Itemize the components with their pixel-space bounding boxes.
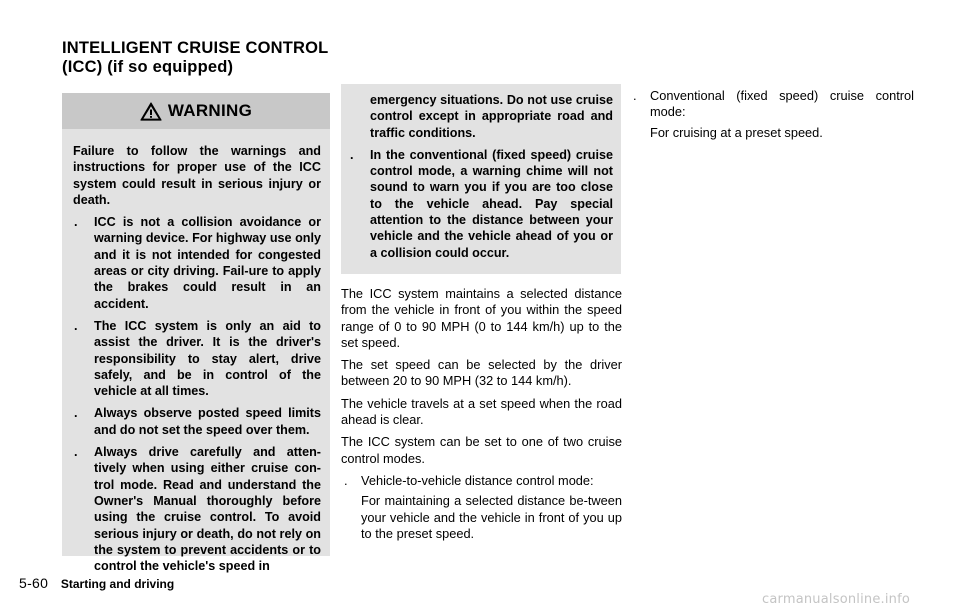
mode-list-item [630, 88, 914, 121]
body-column-3 [630, 88, 914, 147]
bullet-dot: . [633, 88, 637, 103]
warning-bullet-text: Always drive carefully and atten-tively when using either cruise con-trol mode. Read and understand the Owner's Manual thoroughly before using the cruise control. To avoid serious injury or death, do not rely on the system to prevent accidents or to control the vehicle's speed in [94, 445, 321, 574]
warning-bullet-text: Always observe posted speed limits and do not set the speed over them. [94, 406, 321, 437]
body-paragraph: The ICC system maintains a selected distance from the vehicle in front of you within the speed range of 0 to 90 MPH (0 to 144 km/h) up to the set speed. [341, 286, 622, 350]
warning-bullet [73, 405, 321, 438]
watermark: carmanualsonline.info [762, 592, 911, 607]
warning-text [73, 143, 321, 580]
warning-bullet-text: In the conventional (fixed speed) cruise control mode, a warning chime will not sound to warn you if you are too close to the vehicle ahead. Pay special attention to the distance between your vehicle and the vehicle ahead of you or a collision could occur. [370, 147, 613, 260]
bullet-dot: . [74, 445, 78, 460]
warning-continued: emergency situations. Do not use cruise control except in appropriate road and traffic conditions. [370, 93, 613, 140]
warning-bullet [73, 214, 321, 312]
warning-triangle-icon [140, 102, 162, 121]
body-paragraph: The vehicle travels at a set speed when the road ahead is clear. [341, 395, 622, 428]
body-paragraph: The ICC system can be set to one of two cruise control modes. [341, 434, 622, 466]
mode2-label: Conventional (fixed speed) cruise control mode: [650, 88, 914, 120]
section-title-line2: (ICC) (if so equipped) [62, 58, 234, 76]
body-column-2 [341, 286, 622, 548]
page-footer [19, 575, 174, 591]
warning-title: WARNING [167, 101, 253, 120]
warning-bullet-text: The ICC system is only an aid to assist the driver. It is the driver's responsibility to stay alert, drive safely, and be in control of the vehicle at all times. [94, 318, 321, 399]
warning-bullet [73, 444, 321, 574]
warning-box-continued [341, 84, 621, 274]
warning-box [62, 93, 330, 574]
mode1-description: For maintaining a selected distance be-tween your vehicle and the vehicle in front of you up to the preset speed. [361, 493, 622, 541]
warning-intro: Failure to follow the warnings and instructions for proper use of the ICC system could result in serious injury or death. [73, 144, 321, 207]
page-number: 5-60 [19, 575, 49, 591]
bullet-dot: . [74, 215, 78, 230]
body-paragraph: The set speed can be selected by the driver between 20 to 90 MPH (32 to 144 km/h). [341, 357, 622, 389]
bullet-dot: . [344, 472, 348, 488]
bullet-dot: . [74, 318, 78, 333]
chapter-title: Starting and driving [60, 577, 175, 591]
warning-header [62, 93, 330, 129]
section-title [62, 39, 328, 77]
warning-bullet-text: ICC is not a collision avoidance or warning device. For highway use only and it is not intended for congested areas or city driving. Fail-ure to apply the brakes could result in an accident. [94, 215, 321, 311]
bullet-dot: . [350, 147, 354, 162]
mode1-label: Vehicle-to-vehicle distance control mode: [361, 472, 594, 488]
mode2-description: For cruising at a preset speed. [650, 124, 823, 140]
warning-text-continued [349, 92, 613, 267]
warning-bullet [73, 318, 321, 399]
section-title-line1: INTELLIGENT CRUISE CONTROL [62, 39, 329, 57]
warning-bullet [349, 147, 613, 261]
mode-list-item [341, 473, 622, 489]
bullet-dot: . [74, 406, 78, 421]
